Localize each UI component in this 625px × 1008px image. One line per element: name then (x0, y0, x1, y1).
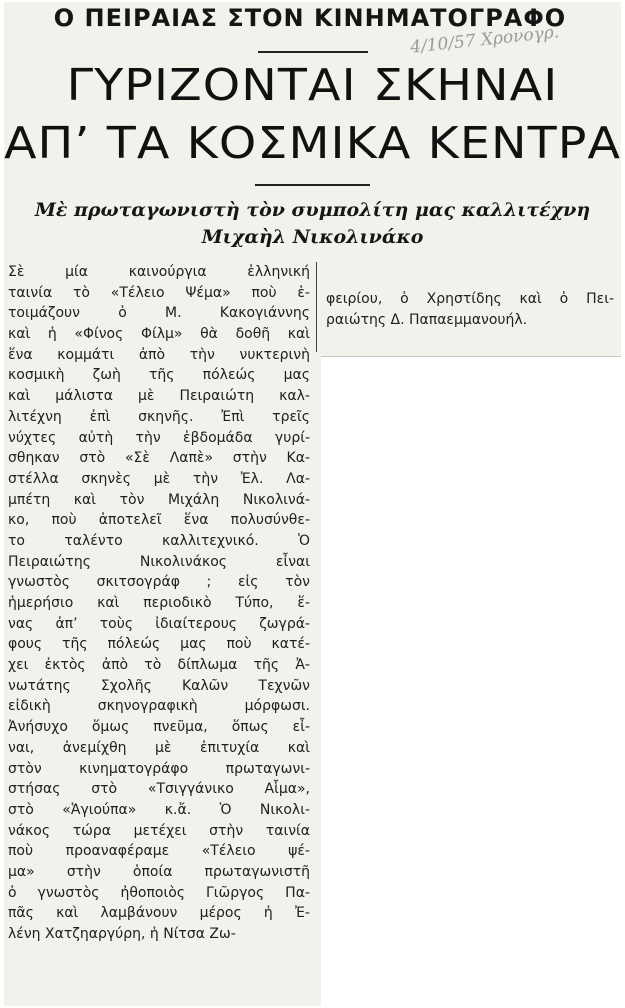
handwritten-date-note: 4/10/57 Χρονογρ. (409, 22, 561, 58)
body-text-line: Σὲ μία καινούργια ἑλληνική (8, 264, 310, 280)
article-body-right-column (326, 289, 614, 330)
body-text-line: πᾶς καὶ λαμβάνουν μέρος ἡ Ἐ- (8, 905, 310, 922)
article-body-left-column (8, 262, 310, 945)
column-divider (316, 262, 317, 352)
body-text-line: γνωστὸς σκιτσογράφ ; εἰς τὸν (8, 574, 310, 591)
body-text-line: νας ἀπ’ τοὺς ἰδιαίτερους ζωγρά- (8, 615, 310, 632)
body-text-line: το ταλέντο καλλιτεχνικό. Ὁ (8, 532, 310, 549)
body-text-line: φους τῆς πόλεώς μας ποὺ κατέ- (8, 636, 310, 653)
body-text-line: κοσμικὴ ζωὴ τῆς πόλεώς μας (8, 367, 310, 384)
headline-line-2: ΑΠ’ ΤΑ ΚΟΣΜΙΚΑ ΚΕΝΤΡΑ (3, 118, 622, 169)
body-text-line: σθηκαν στὸ «Σὲ Λαπὲ» στὴν Κα- (8, 450, 310, 467)
body-text-line: νάκος τώρα μετέχει στὴν ταινία (8, 822, 310, 839)
body-text-line: ποὺ προαναφέραμε «Τέλειο ψέ- (8, 843, 310, 860)
body-text-line: ἡμερήσιο καὶ περιοδικὸ Τύπο, ἕ- (8, 595, 310, 611)
body-text-line: στὸ «Ἁγιούπα» κ.ἄ. Ὁ Νικολι- (8, 801, 310, 818)
body-text-line: τοιμάζουν ὁ Μ. Κακογιάννης (8, 305, 310, 322)
body-text-line: ἕνα κομμάτι ἀπὸ τὴν νυκτερινὴ (8, 346, 310, 363)
body-text-line: στήσας στὸ «Τσιγγάνικο Αἷμα», (8, 781, 310, 798)
body-text-line: ὁ γνωστὸς ἠθοποιὸς Γιῶργος Πα- (8, 884, 310, 901)
body-text-line: λένη Χατζηαργύρη, ἡ Νίτσα Ζω- (8, 926, 236, 942)
body-text-line: καὶ μάλιστα μὲ Πειραιώτη καλ- (8, 388, 310, 405)
body-text-line: ναι, ἀνεμίχθη μὲ ἐπιτυχία καὶ (8, 739, 310, 756)
body-text-line: μπέτη καὶ τὸν Μιχάλη Νικολινά- (8, 491, 310, 508)
body-text-line: ραιώτης Δ. Παπαεμμανουήλ. (326, 311, 528, 328)
body-text-line: Ἀνήσυχο ὅμως πνεῦμα, ὅπως εἶ- (8, 719, 310, 736)
body-text-line: εἰδικὴ σκηνογραφικὴ μόρφωσι. (8, 698, 310, 715)
rule-under-headline (255, 184, 370, 186)
body-text-line: καὶ ἡ «Φίνος Φίλμ» θὰ δοθῆ καὶ (8, 326, 310, 343)
body-text-line: φειρίου, ὁ Χρηστίδης καὶ ὁ Πει- (326, 291, 614, 307)
body-text-line: ταινία τὸ «Τέλειο Ψέμα» ποὺ ἑ- (8, 284, 310, 301)
subheadline-line-1: Μὲ πρωταγωνιστὴ τὸν συμπολίτη μας καλλιτέχνη (34, 199, 591, 221)
body-text-line: νωτάτης Σχολῆς Καλῶν Τεχνῶν (8, 677, 310, 694)
headline-line-1: ΓΥΡΙΖΟΝΤΑΙ ΣΚΗΝΑΙ (66, 60, 559, 111)
body-text-line: Πειραιώτης Νικολινάκος εἶναι (8, 553, 310, 570)
body-text-line: χει ἐκτὸς ἀπὸ τὸ δίπλωμα τῆς Ἀ- (8, 657, 310, 674)
body-text-line: μα» στὴν ὁποία πρωταγωνιστῆ (8, 863, 310, 880)
section-rubric: Ο ΠΕΙΡΑΙΑΣ ΣΤΟΝ ΚΙΝΗΜΑΤΟΓΡΑΦΟ (53, 4, 567, 32)
body-text-line: στέλλα σκηνὲς μὲ τὴν Ἐλ. Λα- (8, 470, 310, 487)
body-text-line: λιτέχνη ἐπὶ σκηνῆς. Ἐπὶ τρεῖς (8, 408, 310, 425)
subheadline-line-2: Μιχαὴλ Νικολινάκο (201, 226, 424, 248)
body-text-line: στὸν κινηματογράφο πρωταγωνι- (8, 760, 310, 777)
body-text-line: νύχτες αὐτὴ τὴν ἑβδομάδα γυρί- (8, 429, 310, 446)
body-text-line: κο, ποὺ ἀποτελεῖ ἕνα πολυσύνθε- (8, 512, 310, 529)
rule-under-rubric (258, 51, 368, 53)
